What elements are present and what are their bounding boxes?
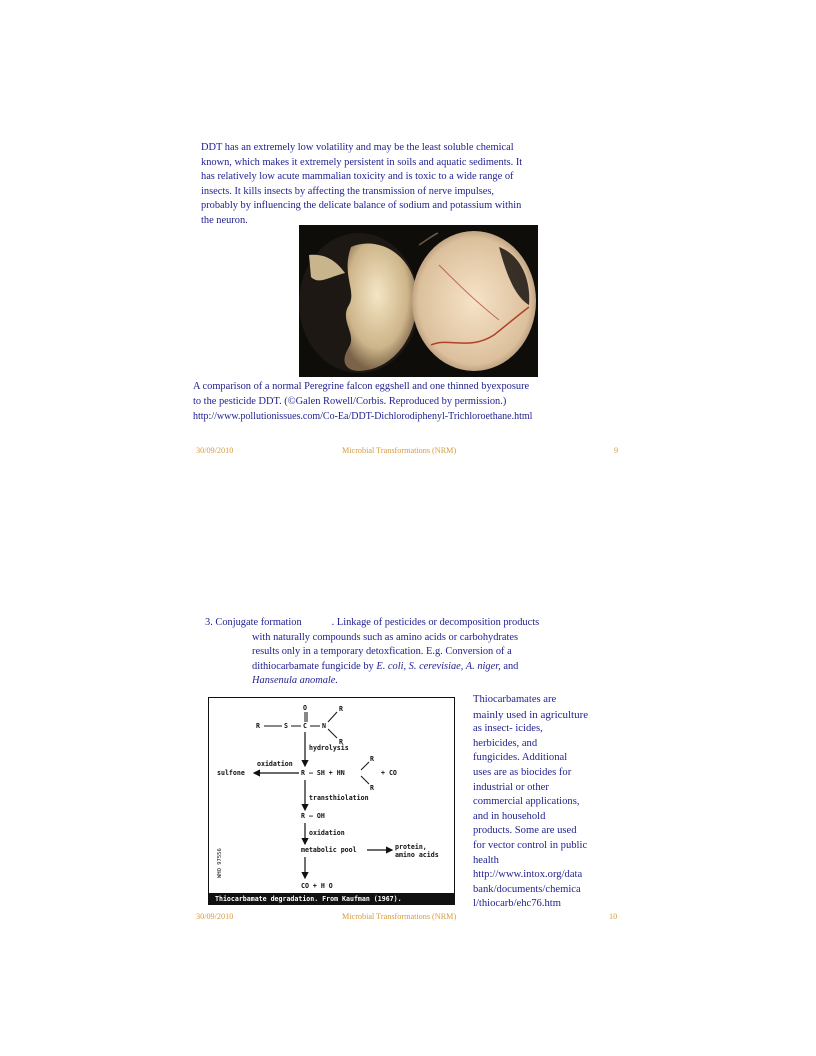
thiocarbamate-sidebar: [473, 693, 588, 912]
sidebar-line: industrial or other: [473, 781, 549, 793]
carbon-atom: C: [303, 722, 307, 730]
sidebar-line: mainly used in agriculture: [473, 708, 589, 721]
body-text: and: [500, 660, 519, 672]
r3-group: R: [339, 738, 343, 746]
sidebar-line: herbicides, and: [473, 737, 538, 749]
body-line: [205, 674, 539, 689]
thiol-products: R — SH + HN: [301, 769, 345, 777]
body-line: results only in a temporary detoxfication. E.g. Conversion of a: [252, 646, 512, 658]
photo-caption: [193, 379, 532, 424]
paragraph-line: insects. It kills insects by affecting the transmission of nerve impulses,: [201, 185, 495, 197]
oxygen-atom: O: [303, 704, 307, 712]
caption-line: A comparison of a normal Peregrine falcon eggshell and one thinned byexposure: [193, 381, 530, 392]
sidebar-line: as insect- icides,: [473, 723, 543, 735]
oxidation-label: oxidation: [309, 829, 345, 837]
source-link[interactable]: http://www.pollutionissues.com/Co-Ea/DDT-Dichlorodiphenyl-Trichloroethane.html: [193, 411, 533, 422]
organism-name: Hansenula anomale.: [252, 675, 339, 687]
side-code: WHO 97556: [217, 848, 223, 878]
sidebar-line: products. Some are used: [473, 825, 577, 837]
heading-line: [205, 616, 539, 631]
footer-title: Microbial Transformations (NRM): [342, 446, 457, 455]
body-text: dithiocarbamate fungicide by: [252, 660, 377, 672]
ddt-paragraph: [201, 141, 522, 229]
sidebar-line: Thiocarbamates are: [473, 694, 557, 705]
diagram-caption: Thiocarbamate degradation. From Kaufman (1967).: [215, 895, 402, 903]
hydrolysis-label: hydrolysis: [309, 744, 349, 752]
footer-title: Microbial Transformations (NRM): [342, 912, 457, 921]
end-products: CO + H O: [301, 882, 333, 890]
sidebar-line: for vector control in public: [473, 839, 588, 851]
transthiolation-label: transthiolation: [309, 794, 369, 802]
r2-group: R: [370, 755, 374, 763]
sidebar-link[interactable]: http://www.intox.org/data: [473, 869, 583, 881]
footer-date: 30/09/2010: [196, 446, 234, 455]
paragraph-line: the neuron.: [201, 214, 248, 226]
paragraph-line: DDT has an extremely low volatility and may be the least soluble chemical: [201, 142, 514, 153]
co2-product: + CO: [381, 769, 397, 777]
sidebar-line: fungicides. Additional: [473, 752, 568, 764]
sidebar-line: and in household: [473, 810, 546, 822]
protein-label: protein,: [395, 843, 427, 851]
body-line: [205, 660, 539, 675]
footer-date: 30/09/2010: [196, 912, 234, 921]
metabolic-pool-label: metabolic pool: [301, 846, 357, 854]
amino-acids-label: amino acids: [395, 851, 439, 859]
eggshell-image: [299, 225, 538, 377]
paragraph-line: has relatively low acute mammalian toxicity and is toxic to a wide range of: [201, 171, 514, 183]
conjugate-formation-text: [205, 616, 539, 689]
oxidation-label: oxidation: [257, 760, 293, 768]
paragraph-line: probably by influencing the delicate balance of sodium and potassium within: [201, 200, 522, 212]
footer-page-number: 10: [609, 912, 618, 921]
paragraph-line: known, which makes it extremely persistent in soils and aquatic sediments. It: [201, 156, 523, 168]
alcohol-product: R — OH: [301, 812, 325, 820]
sidebar-link[interactable]: bank/documents/chemica: [473, 883, 581, 895]
eggshell-photo: [299, 225, 538, 377]
caption-line: to the pesticide DDT. (©Galen Rowell/Corbis. Reproduced by permission.): [193, 396, 507, 407]
r1-atom: R: [256, 722, 260, 730]
nitrogen-atom: N: [322, 722, 326, 730]
sidebar-link[interactable]: l/thiocarb/ehc76.htm: [473, 898, 561, 910]
footer-page-number: 9: [614, 446, 619, 455]
heading-title: 3. Conjugate formation: [205, 617, 302, 628]
r2-group: R: [339, 705, 343, 713]
sidebar-line: health: [473, 854, 499, 866]
sulfone-label: sulfone: [217, 769, 245, 777]
organism-names: E. coli, S. cerevisiae, A. niger,: [376, 660, 501, 672]
heading-rest: . Linkage of pesticides or decomposition products: [331, 617, 540, 628]
r3-group: R: [370, 784, 374, 792]
sulfur-atom: S: [284, 722, 288, 730]
body-line: with naturally compounds such as amino acids or carbohydrates: [252, 631, 519, 643]
thiocarbamate-degradation-diagram: [208, 697, 455, 905]
sidebar-line: commercial applications,: [473, 796, 580, 808]
sidebar-line: uses are as biocides for: [473, 766, 572, 778]
